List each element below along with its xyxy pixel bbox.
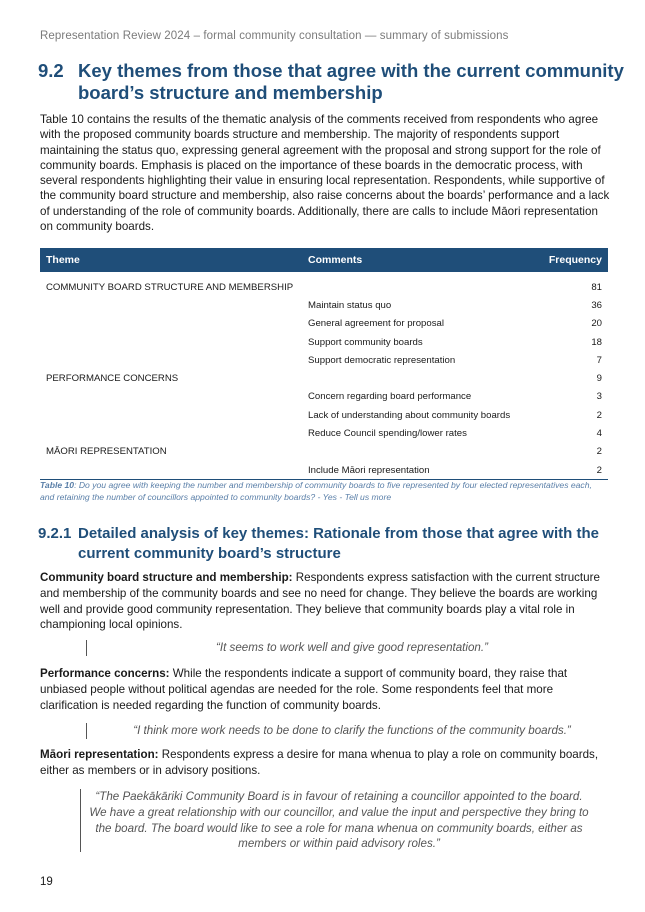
running-header: Representation Review 2024 – formal community consultation — summary of submissions: [40, 30, 509, 42]
subsection-title-line2: current community board’s structure: [78, 544, 341, 562]
theme-cell: MĀORI REPRESENTATION: [46, 446, 167, 458]
frequency-cell: 9: [596, 373, 602, 385]
page-number: 19: [40, 876, 53, 888]
theme-cell: [40, 388, 302, 406]
section-heading: [38, 60, 624, 104]
comment-cell: [302, 443, 534, 461]
frequency-cell: 36: [591, 299, 602, 311]
comment-cell: General agreement for proposal: [308, 318, 444, 330]
paragraph-label: Community board structure and membership:: [40, 571, 293, 584]
paragraph-label: Performance concerns:: [40, 667, 170, 680]
subsection-number: 9.2.1: [38, 525, 72, 542]
comment-cell: [302, 272, 534, 296]
themes-table: [40, 248, 608, 480]
comment-cell: Lack of understanding about community boards: [308, 409, 511, 421]
frequency-cell: 3: [596, 391, 602, 403]
table-row: [40, 272, 608, 296]
table-row: [40, 351, 608, 369]
section-title-line1: Key themes from those that agree with the current community: [78, 60, 624, 81]
frequency-cell: 7: [596, 354, 602, 366]
table-row: [40, 406, 608, 424]
table-header-row: [40, 248, 608, 272]
frequency-cell: 2: [596, 446, 602, 458]
frequency-cell: 2: [534, 461, 608, 480]
theme-cell: [40, 315, 302, 333]
table-caption: [40, 480, 608, 503]
table-row: [40, 443, 608, 461]
paragraph-text: Respondents express satisfaction with the current structure and membership of the community boards and see no need for change. They believe the boards are working well and provide good community representation. They believe that community boards play a vital role in championing local opinions.: [40, 571, 600, 632]
table-row: [40, 388, 608, 406]
quote-block: “The Paekākāriki Community Board is in favour of retaining a councillor appointed to the board. We have a great relationship with our councillor, and value the input and perspective they bring to the board. The board would like to see a role for mana whenua on community boards, either as members or within paid advisory roles.”: [80, 789, 589, 852]
frequency-cell: 4: [596, 428, 602, 440]
table-row: [40, 461, 608, 480]
theme-cell: [40, 406, 302, 424]
section-title-line2: board’s structure and membership: [78, 82, 383, 103]
theme-cell: [40, 296, 302, 314]
comment-cell: [302, 369, 534, 387]
subsection-title-line1: Detailed analysis of key themes: Rationale from those that agree with the: [78, 525, 599, 542]
header-comments: Comments: [302, 248, 534, 272]
comment-cell: Include Māori representation: [302, 461, 534, 480]
theme-cell: [40, 351, 302, 369]
table-row: [40, 424, 608, 442]
analysis-paragraph-performance: [40, 666, 612, 713]
comment-cell: Support community boards: [308, 336, 423, 348]
comment-cell: Concern regarding board performance: [308, 391, 472, 403]
comment-cell: Maintain status quo: [308, 299, 392, 311]
theme-cell: PERFORMANCE CONCERNS: [46, 373, 179, 385]
quote-block: “It seems to work well and give good representation.”: [86, 640, 613, 656]
paragraph-text: While the respondents indicate a support of community board, they raise that unbiased people without political agendas are needed for the role. Some respondents feel that more clarification is needed regarding the function of community boards.: [40, 667, 568, 712]
table-row: [40, 296, 608, 314]
intro-paragraph: Table 10 contains the results of the thematic analysis of the comments received from respondents who agree with the proposed community boards structure and membership. The majority of respondents support maintaining the status quo, expressing general agreement with the proposal and strong support for the role of community boards. Emphasis is placed on the importance of these boards in the democratic process, with several respondents highlighting their value in ensuring local representation. Respondents, while supportive of the community board structure and membership, also raise concerns about the boards’ performance and a lack of understanding of the role of community boards. Additionally, there are calls to include Māori representation on community boards.: [40, 113, 610, 234]
frequency-cell: 2: [596, 409, 602, 421]
comment-cell: Support democratic representation: [308, 354, 456, 366]
frequency-cell: 18: [591, 336, 602, 348]
section-number: 9.2: [38, 60, 64, 81]
header-frequency: Frequency: [534, 248, 608, 272]
frequency-cell: 20: [591, 318, 602, 330]
caption-text: : Do you agree with keeping the number and membership of community boards to five represented by four elected representatives each, and retaining the number of councillors appointed to community boards? - Yes - Tell us more: [40, 480, 592, 502]
theme-cell: [40, 333, 302, 351]
comment-cell: Reduce Council spending/lower rates: [308, 428, 467, 440]
subsection-heading: [38, 524, 599, 563]
theme-cell: COMMUNITY BOARD STRUCTURE AND MEMBERSHIP: [46, 281, 294, 293]
table-row: [40, 315, 608, 333]
quote-block: “I think more work needs to be done to clarify the functions of the community boards.”: [86, 723, 613, 739]
paragraph-label: Māori representation:: [40, 748, 159, 761]
table-row: [40, 369, 608, 387]
theme-cell: [40, 461, 302, 480]
analysis-paragraph-maori: [40, 747, 612, 779]
analysis-paragraph-structure: [40, 570, 612, 633]
frequency-cell: 81: [591, 281, 602, 293]
paragraph-text: Respondents express a desire for mana whenua to play a role on community boards, either as members or in advisory positions.: [40, 748, 599, 777]
header-theme: Theme: [40, 248, 302, 272]
table-row: [40, 333, 608, 351]
caption-label: Table 10: [40, 480, 75, 490]
theme-cell: [40, 424, 302, 442]
